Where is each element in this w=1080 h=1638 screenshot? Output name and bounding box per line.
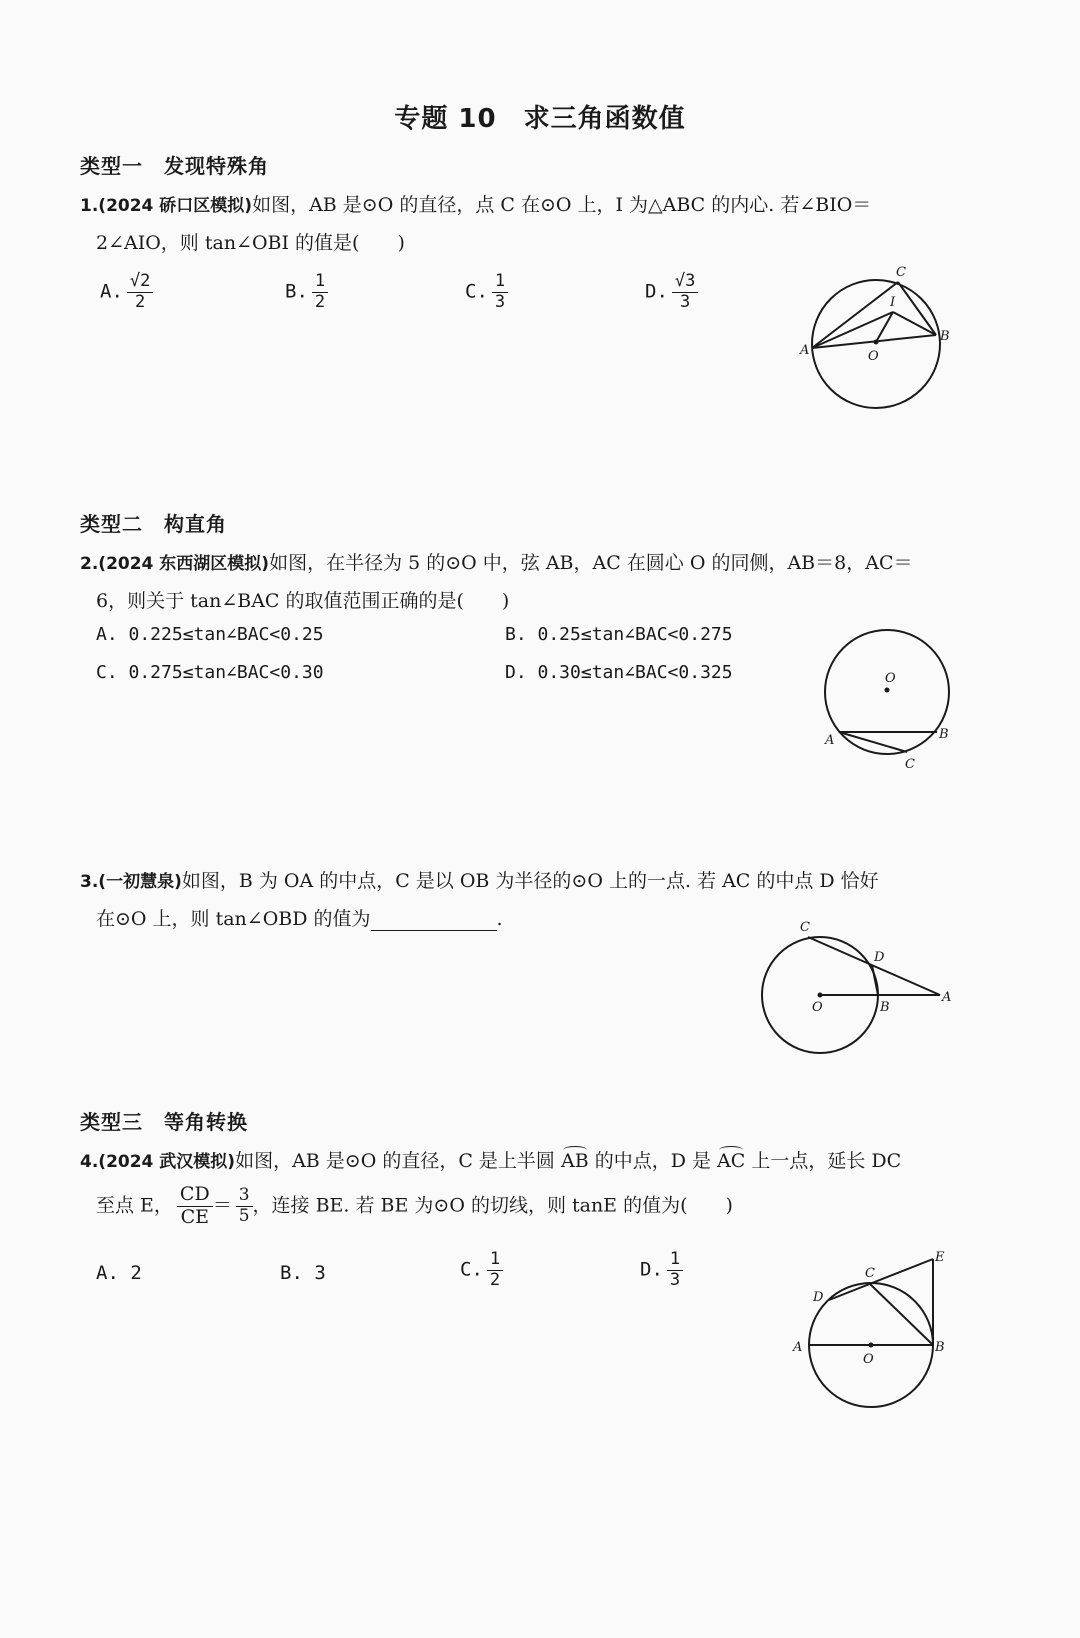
q4-label-b: B <box>935 1340 945 1355</box>
q1-figure <box>790 262 970 422</box>
q2-label-a: A <box>825 733 835 748</box>
q1-label-b: B <box>940 329 950 344</box>
page-title: 专题 10 求三角函数值 <box>394 104 686 134</box>
q4-figure <box>785 1245 965 1425</box>
q3-line2: 在⊙O 上，则 tan∠OBD 的值为 . <box>96 908 503 930</box>
q4-source: (2024 武汉模拟) <box>98 1152 236 1172</box>
q4-option-d: D. $\frac{1}{3}$ <box>640 1250 683 1290</box>
q3-label-d: D <box>874 950 885 965</box>
q2-label-b: B <box>939 727 949 742</box>
q3-figure <box>760 915 960 1065</box>
q4-label-d: D <box>813 1290 824 1305</box>
section-heading-1: 类型一 发现特殊角 <box>80 154 269 178</box>
q1-label-c: C <box>896 265 906 280</box>
q2-label-o: O <box>885 671 896 686</box>
q1-option-d: D. $\frac{√3}{3}$ <box>645 272 698 312</box>
q3-text-1: 如图，B 为 OA 的中点，C 是以 OB 为半径的⊙O 上的一点. 若 AC 的中点 D 恰好 <box>181 870 879 892</box>
q3-label-o: O <box>812 1000 823 1015</box>
q2-option-d: D. 0.30≤tan∠BAC<0.325 <box>505 662 733 683</box>
q4-label-a: A <box>793 1340 803 1355</box>
q4-label-o: O <box>863 1352 874 1367</box>
section-heading-2: 类型二 构直角 <box>80 512 227 536</box>
q2-line1 <box>80 548 913 575</box>
q4-option-b: B. 3 <box>280 1262 326 1284</box>
q3-label-c: C <box>800 920 810 935</box>
q2-source: (2024 东西湖区模拟) <box>98 554 270 574</box>
q4-line1: 4.(2024 武汉模拟)如图，AB 是⊙O 的直径，C 是上半圆 AB 的中点，D 是 AC 上一点，延长 DC <box>80 1150 902 1172</box>
q2-figure <box>815 620 965 780</box>
q3-line1 <box>80 866 879 893</box>
q1-label-o: O <box>868 349 879 364</box>
q1-line1 <box>80 190 871 217</box>
q4-arc-ac: AC <box>717 1150 746 1172</box>
q4-ratio-fraction: $\frac{CD}{CE}$ <box>177 1184 213 1229</box>
q4-number: 4. <box>80 1152 99 1172</box>
q1-option-c: C. $\frac{1}{3}$ <box>465 272 508 312</box>
q2-option-a: A. 0.225≤tan∠BAC<0.25 <box>96 624 324 645</box>
q2-label-c: C <box>905 757 915 772</box>
q1-line2: 2∠AIO，则 tan∠OBI 的值是( ) <box>96 232 405 254</box>
q3-number: 3. <box>80 872 99 892</box>
q2-line2: 6，则关于 tan∠BAC 的取值范围正确的是( ) <box>96 590 510 612</box>
q2-text-1: 如图，在半径为 5 的⊙O 中，弦 AB，AC 在圆心 O 的同侧，AB＝8，AC＝ <box>269 552 913 574</box>
q4-arc-ab: AB <box>560 1150 589 1172</box>
q4-option-c: C. $\frac{1}{2}$ <box>460 1250 503 1290</box>
q4-label-c: C <box>865 1266 875 1281</box>
q1-text-1: 如图，AB 是⊙O 的直径，点 C 在⊙O 上，I 为△ABC 的内心. 若∠BIO＝ <box>252 194 872 216</box>
section-heading-3: 类型三 等角转换 <box>80 1110 248 1134</box>
q3-source: (一初慧泉) <box>98 872 182 892</box>
q1-option-a: A. $\frac{√2}{2}$ <box>100 272 153 312</box>
q1-number: 1. <box>80 196 99 216</box>
q2-option-b: B. 0.25≤tan∠BAC<0.275 <box>505 624 733 645</box>
q1-source: (2024 硚口区模拟) <box>98 196 253 216</box>
q1-label-a: A <box>800 343 810 358</box>
q4-value-fraction: $\frac{3}{5}$ <box>236 1186 253 1226</box>
q4-label-e: E <box>935 1250 945 1265</box>
q3-answer-blank[interactable] <box>371 912 497 931</box>
q4-line2: 至点 E， $\frac{CD}{CE}$ ＝ $\frac{3}{5}$ ，连接 BE. 若 BE 为⊙O 的切线，则 tanE 的值为( ) <box>96 1183 733 1228</box>
q3-label-a: A <box>942 990 952 1005</box>
q2-option-c: C. 0.275≤tan∠BAC<0.30 <box>96 662 324 683</box>
q3-label-b: B <box>880 1000 890 1015</box>
q4-option-a: A. 2 <box>96 1262 142 1284</box>
q1-label-i: I <box>890 295 896 310</box>
q2-number: 2. <box>80 554 99 574</box>
q1-option-b: B. $\frac{1}{2}$ <box>285 272 328 312</box>
